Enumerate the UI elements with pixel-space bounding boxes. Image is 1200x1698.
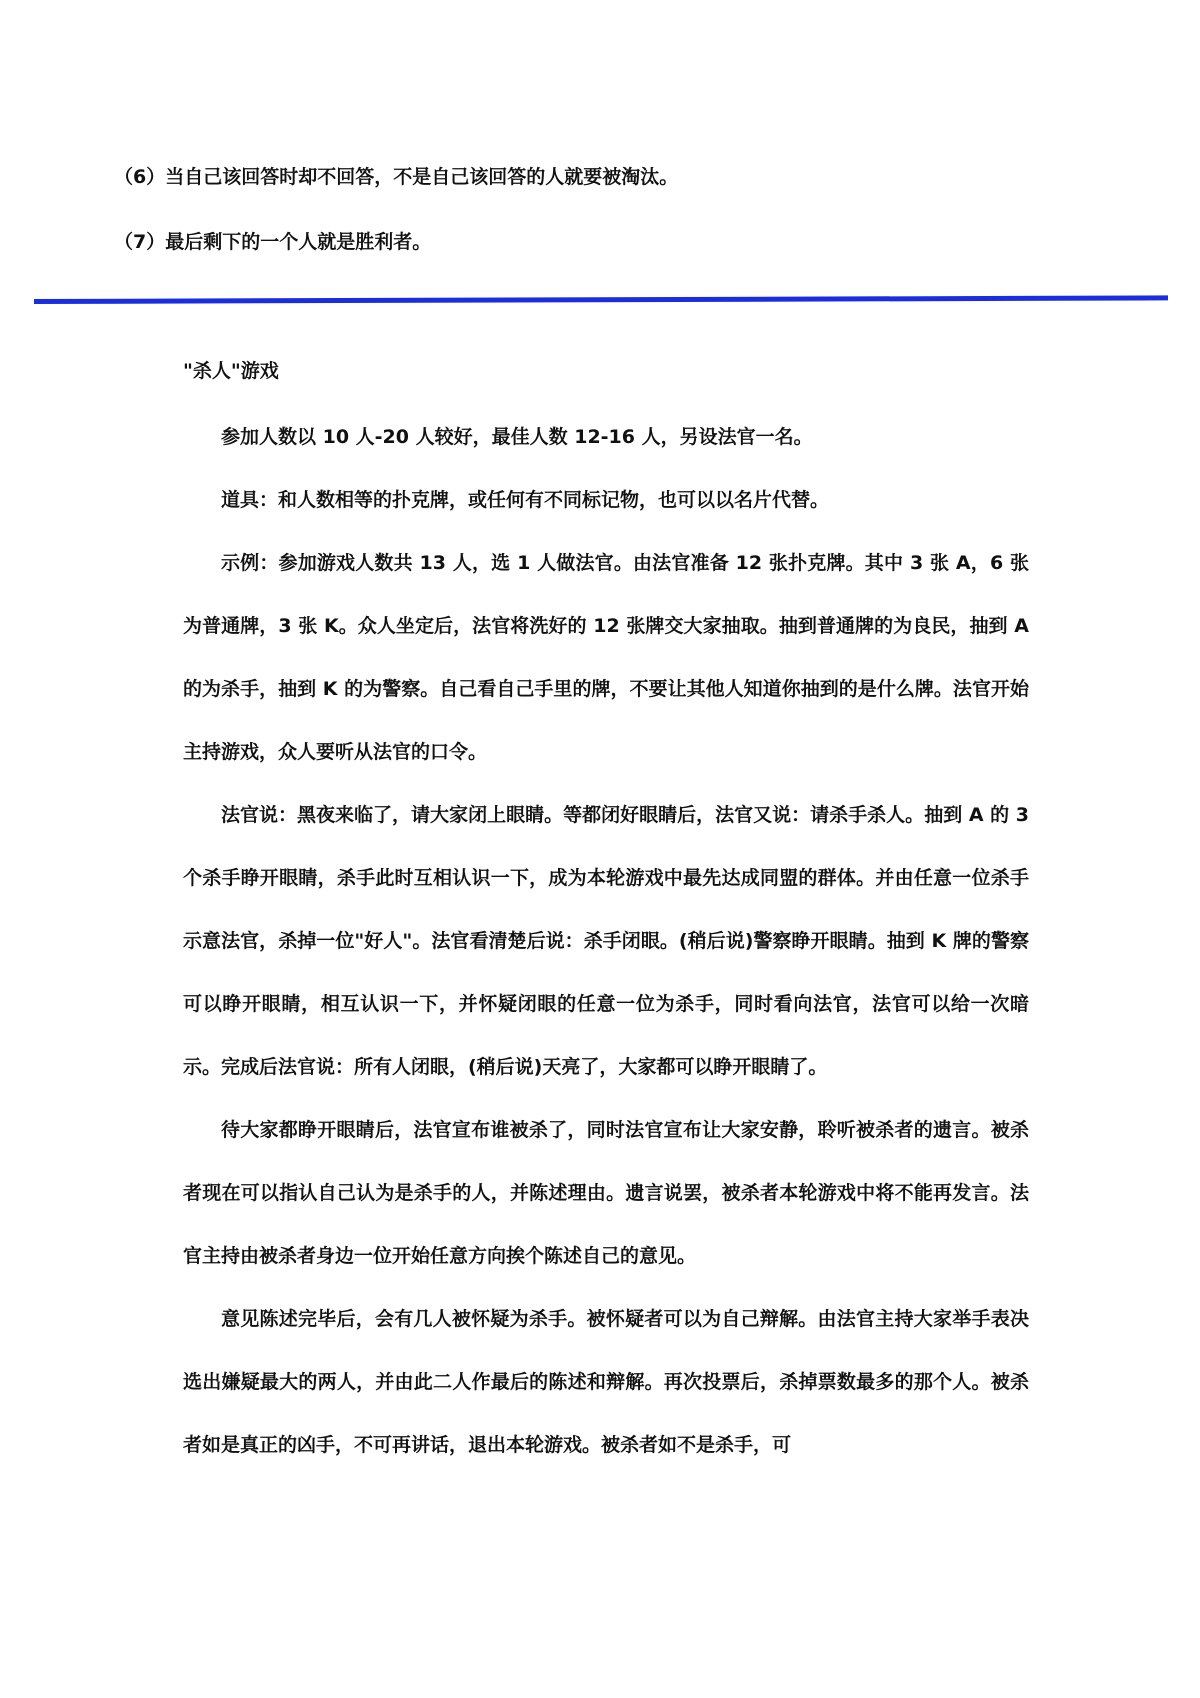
section-divider — [34, 295, 1168, 304]
paragraph-example: 示例：参加游戏人数共 13 人，选 1 人做法官。由法官准备 12 张扑克牌。其中 3 张 A，6 张为普通牌，3 张 K。众人坐定后，法官将洗好的 12 张牌交大家抽取。抽到普通牌的为良民，抽到 A 的为杀手，抽到 K 的为警察。自己看自己手里的牌，不要让其他人知道你抽到的是什么牌。法官开始主持游戏，众人要听从法官的口令。 — [183, 552, 1029, 763]
paragraph-night: 法官说：黑夜来临了，请大家闭上眼睛。等都闭好眼睛后，法官又说：请杀手杀人。抽到 A 的 3 个杀手睁开眼睛，杀手此时互相认识一下，成为本轮游戏中最先达成同盟的群体。并由任意一位杀手示意法官，杀掉一位"好人"。法官看清楚后说：杀手闭眼。(稍后说)警察睁开眼睛。抽到 K 牌的警察可以睁开眼睛，相互认识一下，并怀疑闭眼的任意一位为杀手，同时看向法官，法官可以给一次暗示。完成后法官说：所有人闭眼，(稍后说)天亮了，大家都可以睁开眼睛了。 — [183, 804, 1029, 1078]
paragraph-vote: 意见陈述完毕后，会有几人被怀疑为杀手。被怀疑者可以为自己辩解。由法官主持大家举手表决选出嫌疑最大的两人，并由此二人作最后的陈述和辩解。再次投票后，杀掉票数最多的那个人。被杀者如是真正的凶手，不可再讲话，退出本轮游戏。被杀者如不是杀手，可 — [183, 1308, 1029, 1456]
rule-item-7: （7）最后剩下的一个人就是胜利者。 — [114, 231, 432, 253]
paragraph-props: 道具：和人数相等的扑克牌，或任何有不同标记物，也可以以名片代替。 — [221, 489, 830, 511]
section-title: "杀人"游戏 — [183, 360, 279, 382]
rule-item-6: （6）当自己该回答时却不回答，不是自己该回答的人就要被淘汰。 — [114, 166, 679, 188]
killer-game-section — [183, 358, 1029, 1477]
paragraph-players: 参加人数以 10 人-20 人较好，最佳人数 12-16 人，另设法官一名。 — [221, 426, 813, 448]
paragraph-day: 待大家都睁开眼睛后，法官宣布谁被杀了，同时法官宣布让大家安静，聆听被杀者的遗言。被杀者现在可以指认自己认为是杀手的人，并陈述理由。遗言说罢，被杀者本轮游戏中将不能再发言。法官主持由被杀者身边一位开始任意方向挨个陈述自己的意见。 — [183, 1119, 1029, 1267]
